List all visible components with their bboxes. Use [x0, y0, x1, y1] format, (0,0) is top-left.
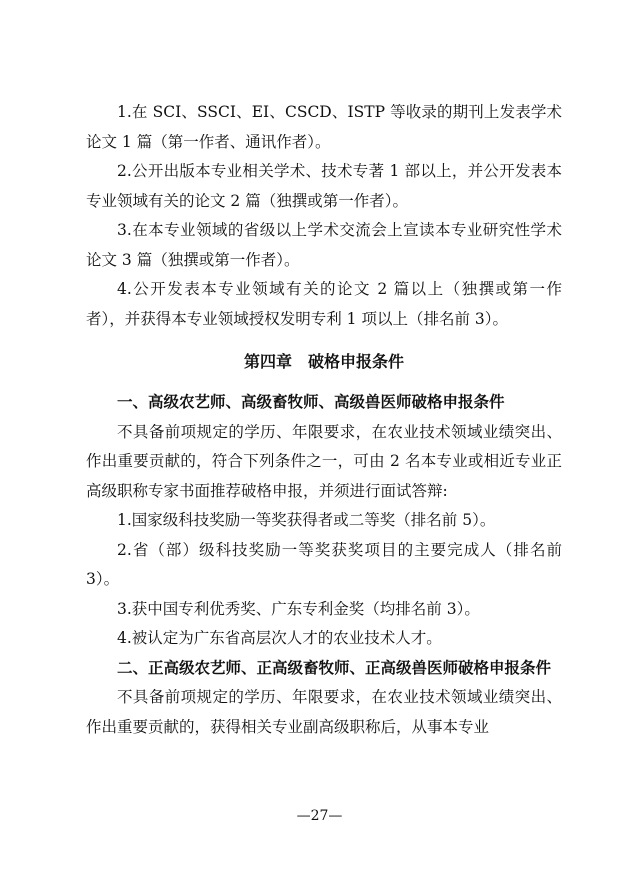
section1-item-2: 2.省（部）级科技奖励一等奖获奖项目的主要完成人（排名前 3）。 — [86, 540, 562, 588]
chapter-title: 第四章 破格申报条件 — [243, 352, 404, 371]
paragraph-item-4: 4.公开发表本专业领域有关的论文 2 篇以上（独撰或第一作者），并获得本专业领域授权发明专利 1 项以上（排名前 3）。 — [86, 280, 562, 328]
paragraph-item-1: 1.在 SCI、SSCI、EI、CSCD、ISTP 等收录的期刊上发表学术论文 1 篇（第一作者、通讯作者）。 — [86, 103, 562, 151]
page-number: —27— — [296, 808, 343, 824]
section-heading-1: 一、高级农艺师、高级畜牧师、高级兽医师破格申报条件 — [117, 393, 505, 411]
section1-intro: 不具备前项规定的学历、年限要求，在农业技术领域业绩突出、作出重要贡献的，符合下列条件之一，可由 2 名本专业或相近专业正高级职称专家书面推荐破格申报，并须进行面试答辩: — [86, 422, 562, 500]
section2-intro: 不具备前项规定的学历、年限要求，在农业技术领域业绩突出、作出重要贡献的，获得相关专业副高级职称后，从事本专业 — [86, 688, 562, 736]
section1-item-4: 4.被认定为广东省高层次人才的农业技术人才。 — [117, 629, 442, 647]
section1-item-3: 3.获中国专利优秀奖、广东专利金奖（均排名前 3）。 — [117, 599, 480, 618]
section1-item-1: 1.国家级科技奖励一等奖获得者或二等奖（排名前 5）。 — [117, 511, 496, 529]
page-content — [86, 98, 562, 742]
paragraph-item-3: 3.在本专业领域的省级以上学术交流会上宣读本专业研究性学术论文 3 篇（独撰或第一作者）。 — [86, 221, 562, 269]
paragraph-item-2: 2.公开出版本专业相关学术、技术专著 1 部以上，并公开发表本专业领域有关的论文 2 篇（独撰或第一作者）。 — [86, 162, 562, 210]
section-heading-2: 二、正高级农艺师、正高级畜牧师、正高级兽医师破格申报条件 — [117, 658, 552, 677]
